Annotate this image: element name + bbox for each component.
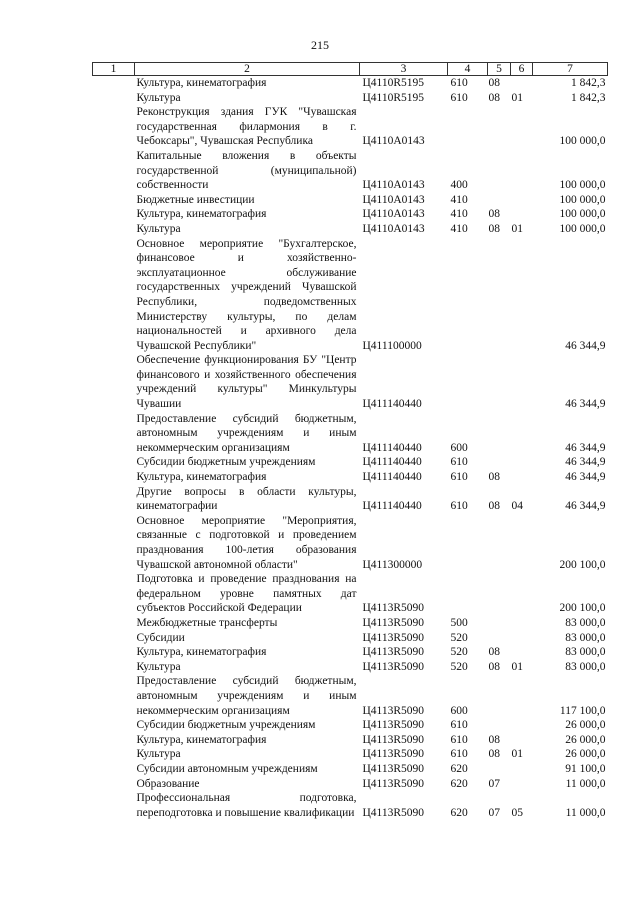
row-subsection: 05 xyxy=(511,806,523,819)
table-row xyxy=(93,616,608,631)
row-blank-cell xyxy=(93,660,135,675)
page-number: 215 xyxy=(311,38,329,52)
column-number-3: 3 xyxy=(360,63,448,76)
row-subsection xyxy=(511,105,533,149)
row-section xyxy=(488,572,511,616)
row-expense-type: 410 xyxy=(450,208,468,221)
row-amount: 11 000,0 xyxy=(565,806,606,819)
row-name: Предоставление субсидий бюджетным, автономным учреждениям и иным некоммерческим организациям xyxy=(136,675,357,717)
row-section xyxy=(488,455,511,470)
row-subsection xyxy=(511,237,533,354)
row-section: 07 xyxy=(488,806,500,819)
row-name: Культура, кинематография xyxy=(136,471,267,484)
row-target-code: Ц4113R5090 xyxy=(362,602,425,615)
row-target-code: Ц4113R5090 xyxy=(362,719,425,732)
row-name: Культура, кинематография xyxy=(136,733,267,746)
table-header xyxy=(93,63,608,76)
row-expense-type: 400 xyxy=(450,179,468,192)
row-name: Образование xyxy=(136,777,200,790)
table-row xyxy=(93,76,608,91)
row-blank-cell xyxy=(93,514,135,572)
row-name: Подготовка и проведение празднования на федеральном уровне памятных дат субъектов Российской Федерации xyxy=(136,573,357,615)
row-blank-cell xyxy=(93,674,135,718)
row-section xyxy=(488,762,511,777)
row-expense-type: 410 xyxy=(450,222,468,235)
row-section: 08 xyxy=(488,733,500,746)
row-expense-type xyxy=(448,105,488,149)
row-name: Культура, кинематография xyxy=(136,208,267,221)
row-section xyxy=(488,412,511,456)
row-amount: 83 000,0 xyxy=(565,660,606,673)
table-row xyxy=(93,660,608,675)
row-target-code: Ц4113R5090 xyxy=(362,704,425,717)
row-amount: 100 000,0 xyxy=(559,135,606,148)
row-amount: 100 000,0 xyxy=(559,179,606,192)
row-blank-cell xyxy=(93,470,135,485)
column-number-7: 7 xyxy=(533,63,608,76)
table-row xyxy=(93,733,608,748)
table-row xyxy=(93,777,608,792)
row-expense-type: 610 xyxy=(450,456,468,469)
row-blank-cell xyxy=(93,718,135,733)
row-amount: 26 000,0 xyxy=(565,748,606,761)
table-row xyxy=(93,631,608,646)
row-section: 08 xyxy=(488,91,500,104)
row-section xyxy=(488,718,511,733)
row-expense-type: 600 xyxy=(450,441,468,454)
row-amount: 26 000,0 xyxy=(565,733,606,746)
row-name: Реконструкция здания ГУК "Чувашская государственная филармония в г. Чебоксары", Чувашская Республика xyxy=(136,106,357,148)
row-subsection: 01 xyxy=(511,222,523,235)
row-blank-cell xyxy=(93,353,135,411)
table-row xyxy=(93,514,608,572)
row-blank-cell xyxy=(93,616,135,631)
row-expense-type: 520 xyxy=(450,646,468,659)
row-blank-cell xyxy=(93,237,135,354)
row-amount: 100 000,0 xyxy=(559,208,606,221)
row-amount: 11 000,0 xyxy=(565,777,606,790)
row-amount: 46 344,9 xyxy=(565,471,606,484)
row-blank-cell xyxy=(93,455,135,470)
row-amount: 117 100,0 xyxy=(559,704,606,717)
table-row xyxy=(93,747,608,762)
row-expense-type: 620 xyxy=(450,762,468,775)
row-target-code: Ц4113R5090 xyxy=(362,646,425,659)
table-row xyxy=(93,470,608,485)
row-name: Межбюджетные трансферты xyxy=(136,616,278,629)
row-name: Основное мероприятие "Бухгалтерское, финансовое и хозяйственно-эксплуатационное обслуживание государственных учреждений Чувашской Республики, подведомственных Министерству культуры, по делам национальностей и архивного дела Чувашской Республики" xyxy=(136,237,357,352)
row-amount: 91 100,0 xyxy=(565,762,606,775)
budget-table xyxy=(92,62,608,820)
table-row xyxy=(93,193,608,208)
row-blank-cell xyxy=(93,412,135,456)
row-target-code: Ц4113R5090 xyxy=(362,806,425,819)
row-section xyxy=(488,616,511,631)
row-target-code: Ц4113R5090 xyxy=(362,616,425,629)
row-subsection xyxy=(511,631,533,646)
table-row xyxy=(93,485,608,514)
table-row xyxy=(93,412,608,456)
table-row xyxy=(93,207,608,222)
row-blank-cell xyxy=(93,572,135,616)
row-target-code: Ц4110А0143 xyxy=(362,135,425,148)
row-target-code: Ц411140440 xyxy=(362,456,422,469)
row-section: 08 xyxy=(488,471,500,484)
table-row xyxy=(93,353,608,411)
row-subsection xyxy=(511,514,533,572)
row-section: 08 xyxy=(488,222,500,235)
row-target-code: Ц4110R5195 xyxy=(362,77,425,89)
row-expense-type: 410 xyxy=(450,193,468,206)
row-expense-type: 610 xyxy=(450,91,468,104)
table-row xyxy=(93,718,608,733)
table-row xyxy=(93,91,608,106)
row-name: Профессиональная подготовка, переподготовка и повышение квалификации xyxy=(136,792,357,819)
row-expense-type xyxy=(448,572,488,616)
row-subsection xyxy=(511,777,533,792)
row-section: 08 xyxy=(488,748,500,761)
row-expense-type: 610 xyxy=(450,471,468,484)
row-target-code: Ц4110R5195 xyxy=(362,91,425,104)
row-target-code: Ц411140440 xyxy=(362,441,422,454)
row-target-code: Ц4113R5090 xyxy=(362,631,425,644)
row-subsection xyxy=(511,572,533,616)
row-name: Культура xyxy=(136,660,181,673)
row-subsection: 01 xyxy=(511,748,523,761)
row-name: Субсидии автономным учреждениям xyxy=(136,762,318,775)
row-section xyxy=(488,631,511,646)
column-number-4: 4 xyxy=(448,63,488,76)
row-amount: 100 000,0 xyxy=(559,222,606,235)
column-number-2: 2 xyxy=(135,63,360,76)
row-section: 07 xyxy=(488,777,500,790)
row-blank-cell xyxy=(93,149,135,193)
row-blank-cell xyxy=(93,207,135,222)
row-blank-cell xyxy=(93,91,135,106)
row-name: Субсидии xyxy=(136,631,185,644)
row-amount: 46 344,9 xyxy=(565,500,606,513)
row-expense-type: 600 xyxy=(450,704,468,717)
row-blank-cell xyxy=(93,733,135,748)
row-target-code: Ц4110А0143 xyxy=(362,208,425,221)
row-amount: 83 000,0 xyxy=(565,631,606,644)
table-row xyxy=(93,237,608,354)
table-row xyxy=(93,674,608,718)
row-expense-type: 520 xyxy=(450,631,468,644)
row-expense-type: 610 xyxy=(450,500,468,513)
row-subsection xyxy=(511,616,533,631)
table-row xyxy=(93,105,608,149)
row-subsection xyxy=(511,718,533,733)
row-section xyxy=(488,105,511,149)
row-blank-cell xyxy=(93,747,135,762)
row-blank-cell xyxy=(93,777,135,792)
row-subsection xyxy=(511,645,533,660)
column-number-6: 6 xyxy=(511,63,533,76)
row-target-code: Ц4113R5090 xyxy=(362,733,425,746)
row-target-code: Ц411140440 xyxy=(362,500,422,513)
row-amount: 26 000,0 xyxy=(565,719,606,732)
row-subsection xyxy=(511,412,533,456)
row-name: Обеспечение функционирования БУ "Центр финансового и хозяйственного обеспечения учреждений культуры" Минкультуры Чувашии xyxy=(136,354,357,411)
row-subsection xyxy=(511,455,533,470)
row-subsection xyxy=(511,470,533,485)
row-expense-type xyxy=(448,514,488,572)
row-subsection xyxy=(511,207,533,222)
row-blank-cell xyxy=(93,645,135,660)
table-row xyxy=(93,791,608,820)
table-row xyxy=(93,645,608,660)
row-subsection xyxy=(511,674,533,718)
row-name: Культура, кинематография xyxy=(136,77,267,89)
row-subsection xyxy=(511,733,533,748)
header-row xyxy=(93,63,608,76)
row-amount: 100 000,0 xyxy=(559,193,606,206)
row-expense-type: 500 xyxy=(450,616,468,629)
row-section: 08 xyxy=(488,500,500,513)
row-blank-cell xyxy=(93,222,135,237)
row-blank-cell xyxy=(93,105,135,149)
row-name: Культура, кинематография xyxy=(136,646,267,659)
row-section: 08 xyxy=(488,77,500,89)
row-target-code: Ц411140440 xyxy=(362,398,422,411)
row-name: Субсидии бюджетным учреждениям xyxy=(136,719,316,732)
row-name: Основное мероприятие "Мероприятия, связанные с подготовкой и проведением празднования 100-летия образования Чувашской автономной области" xyxy=(136,514,357,571)
row-target-code: Ц4110А0143 xyxy=(362,179,425,192)
column-number-1: 1 xyxy=(93,63,135,76)
row-subsection xyxy=(511,762,533,777)
row-target-code: Ц4113R5090 xyxy=(362,660,425,673)
row-blank-cell xyxy=(93,76,135,91)
table-body xyxy=(93,76,608,821)
row-name: Культура xyxy=(136,748,181,761)
row-target-code: Ц4110А0143 xyxy=(362,222,425,235)
row-expense-type: 610 xyxy=(450,719,468,732)
row-expense-type: 620 xyxy=(450,777,468,790)
row-subsection: 01 xyxy=(511,91,523,104)
row-name: Бюджетные инвестиции xyxy=(136,193,255,206)
table-row xyxy=(93,762,608,777)
row-name: Другие вопросы в области культуры, кинематографии xyxy=(136,485,357,513)
row-target-code: Ц411100000 xyxy=(362,339,422,352)
row-section xyxy=(488,193,511,208)
row-section xyxy=(488,237,511,354)
row-subsection xyxy=(511,76,533,91)
table-row xyxy=(93,149,608,193)
row-amount: 1 842,3 xyxy=(571,91,606,104)
row-target-code: Ц4113R5090 xyxy=(362,762,425,775)
row-section xyxy=(488,353,511,411)
row-amount: 83 000,0 xyxy=(565,646,606,659)
row-amount: 1 842,3 xyxy=(571,77,606,89)
column-number-5: 5 xyxy=(488,63,511,76)
row-amount: 83 000,0 xyxy=(565,616,606,629)
row-amount: 200 100,0 xyxy=(559,558,606,571)
row-name: Культура xyxy=(136,91,181,104)
row-section: 08 xyxy=(488,660,500,673)
row-target-code: Ц4110А0143 xyxy=(362,193,425,206)
row-section: 08 xyxy=(488,646,500,659)
row-subsection xyxy=(511,353,533,411)
row-amount: 200 100,0 xyxy=(559,602,606,615)
row-section xyxy=(488,674,511,718)
row-target-code: Ц411300000 xyxy=(362,558,423,571)
row-amount: 46 344,9 xyxy=(565,456,606,469)
row-target-code: Ц4113R5090 xyxy=(362,777,425,790)
row-target-code: Ц411140440 xyxy=(362,471,422,484)
row-subsection xyxy=(511,193,533,208)
table-row xyxy=(93,455,608,470)
row-name: Культура xyxy=(136,222,181,235)
row-target-code: Ц4113R5090 xyxy=(362,748,425,761)
row-blank-cell xyxy=(93,791,135,820)
row-section: 08 xyxy=(488,208,500,221)
row-expense-type: 520 xyxy=(450,660,468,673)
row-subsection: 01 xyxy=(511,660,523,673)
row-expense-type: 610 xyxy=(450,748,468,761)
row-name: Капитальные вложения в объекты государственной (муниципальной) собственности xyxy=(136,149,357,192)
row-expense-type: 610 xyxy=(450,733,468,746)
row-subsection: 04 xyxy=(511,500,523,513)
row-amount: 46 344,9 xyxy=(565,339,606,352)
table-row xyxy=(93,222,608,237)
row-expense-type: 610 xyxy=(450,77,468,89)
row-blank-cell xyxy=(93,631,135,646)
row-blank-cell xyxy=(93,762,135,777)
row-subsection xyxy=(511,149,533,193)
row-section xyxy=(488,514,511,572)
row-expense-type xyxy=(448,237,488,354)
row-name: Субсидии бюджетным учреждениям xyxy=(136,456,316,469)
row-section xyxy=(488,149,511,193)
row-amount: 46 344,9 xyxy=(565,441,606,454)
row-blank-cell xyxy=(93,193,135,208)
row-name: Предоставление субсидий бюджетным, автономным учреждениям и иным некоммерческим организациям xyxy=(136,412,357,454)
row-amount: 46 344,9 xyxy=(565,398,606,411)
row-expense-type: 620 xyxy=(450,806,468,819)
row-expense-type xyxy=(448,353,488,411)
row-blank-cell xyxy=(93,485,135,514)
table-row xyxy=(93,572,608,616)
